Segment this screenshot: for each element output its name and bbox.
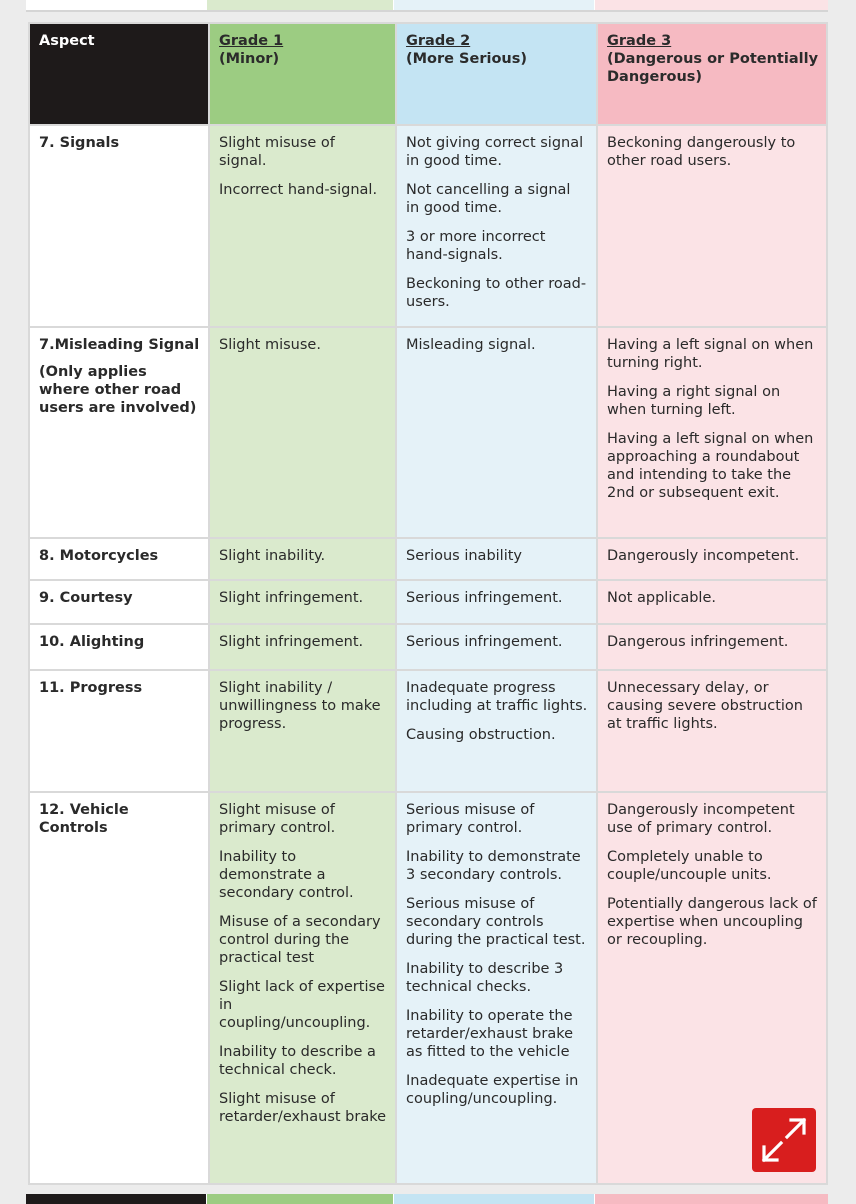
table-row — [29, 792, 827, 1184]
grade-3-cell — [597, 670, 827, 792]
table-row — [29, 538, 827, 580]
cell-text: Inadequate progress including at traffic lights. — [406, 680, 588, 714]
expand-arrows-icon — [757, 1113, 811, 1167]
cell-text: Slight misuse of primary control. — [219, 802, 336, 836]
cell-text: Having a left signal on when approaching a roundabout and intending to take the 2nd or subsequent exit. — [607, 431, 814, 501]
grade-3-title: Grade 3 — [607, 33, 672, 49]
previous-table-bottom-edge — [26, 0, 828, 12]
grade-1-cell — [209, 792, 396, 1184]
cell-text: Slight misuse. — [219, 337, 321, 353]
grade-2-title: Grade 2 — [406, 33, 471, 49]
cell-text: Inadequate expertise in coupling/uncoupling. — [406, 1073, 579, 1107]
cell-text: Slight misuse of signal. — [219, 135, 335, 169]
cell-text: Dangerously incompetent use of primary control. — [607, 802, 795, 836]
table-row — [29, 624, 827, 670]
grade-2-subtitle: (More Serious) — [406, 51, 527, 67]
cell-text: Dangerous infringement. — [607, 634, 789, 650]
aspect-label: 9. Courtesy — [39, 590, 133, 606]
aspect-cell — [29, 624, 209, 670]
grading-table — [28, 22, 828, 1185]
cell-text: 3 or more incorrect hand-signals. — [406, 229, 546, 263]
cell-text: Inability to demonstrate a secondary control. — [219, 849, 354, 901]
grade-2-cell — [396, 670, 597, 792]
cell-text: Beckoning dangerously to other road users. — [607, 135, 796, 169]
grade-2-cell — [396, 327, 597, 538]
expand-image-button[interactable] — [752, 1108, 816, 1172]
cell-text: Not giving correct signal in good time. — [406, 135, 584, 169]
cell-text: Serious infringement. — [406, 634, 563, 650]
cell-text: Serious infringement. — [406, 590, 563, 606]
grade-2-cell — [396, 624, 597, 670]
grade-1-cell — [209, 670, 396, 792]
grading-table-body — [29, 125, 827, 1184]
cell-text: Not cancelling a signal in good time. — [406, 182, 571, 216]
grade-3-header — [597, 23, 827, 125]
aspect-header: Aspect — [29, 23, 209, 125]
aspect-cell — [29, 670, 209, 792]
cell-text: Potentially dangerous lack of expertise when uncoupling or recoupling. — [607, 896, 817, 948]
grade-2-cell — [396, 538, 597, 580]
cell-text: Serious misuse of secondary controls during the practical test. — [406, 896, 586, 948]
cell-text: Incorrect hand-signal. — [219, 182, 378, 198]
aspect-label: 8. Motorcycles — [39, 548, 159, 564]
header-row — [29, 23, 827, 125]
grade-3-cell — [597, 125, 827, 327]
aspect-cell — [29, 538, 209, 580]
grade-1-title: Grade 1 — [219, 33, 284, 49]
aspect-cell — [29, 327, 209, 538]
aspect-label: 7. Signals — [39, 135, 120, 151]
grade-2-cell — [396, 580, 597, 624]
table-row — [29, 580, 827, 624]
table-row — [29, 670, 827, 792]
aspect-label: 10. Alighting — [39, 634, 145, 650]
aspect-label: 7.Misleading Signal — [39, 337, 200, 353]
cell-text: Beckoning to other road-users. — [406, 276, 587, 310]
cell-text: Inability to operate the retarder/exhaust brake as fitted to the vehicle — [406, 1008, 574, 1060]
table-row — [29, 125, 827, 327]
cell-text: Slight infringement. — [219, 634, 364, 650]
aspect-label: 12. Vehicle Controls — [39, 802, 129, 836]
aspect-cell — [29, 580, 209, 624]
cell-text: Dangerously incompetent. — [607, 548, 800, 564]
grade-1-cell — [209, 580, 396, 624]
cell-text: Inability to describe 3 technical checks. — [406, 961, 564, 995]
aspect-cell — [29, 792, 209, 1184]
cell-text: Slight lack of expertise in coupling/uncoupling. — [219, 979, 385, 1031]
aspect-label: 11. Progress — [39, 680, 143, 696]
cell-text: Causing obstruction. — [406, 727, 556, 743]
grade-3-cell — [597, 624, 827, 670]
cell-text: Having a left signal on when turning right. — [607, 337, 814, 371]
cell-text: Inability to describe a technical check. — [219, 1044, 376, 1078]
next-table-top-edge — [26, 1194, 828, 1204]
aspect-cell — [29, 125, 209, 327]
cell-text: Slight misuse of retarder/exhaust brake — [219, 1091, 387, 1125]
cell-text: Slight infringement. — [219, 590, 364, 606]
grade-1-subtitle: (Minor) — [219, 51, 280, 67]
cell-text: Slight inability. — [219, 548, 326, 564]
grade-1-header — [209, 23, 396, 125]
cell-text: Completely unable to couple/uncouple units. — [607, 849, 772, 883]
cell-text: Having a right signal on when turning left. — [607, 384, 781, 418]
grade-1-cell — [209, 125, 396, 327]
grade-3-subtitle: (Dangerous or Potentially Dangerous) — [607, 51, 819, 85]
grade-2-cell — [396, 125, 597, 327]
grade-1-cell — [209, 538, 396, 580]
grade-2-header — [396, 23, 597, 125]
grade-1-cell — [209, 327, 396, 538]
table-row — [29, 327, 827, 538]
grade-3-cell — [597, 538, 827, 580]
cell-text: Serious misuse of primary control. — [406, 802, 535, 836]
grade-2-cell — [396, 792, 597, 1184]
cell-text: Serious inability — [406, 548, 522, 564]
cell-text: Inability to demonstrate 3 secondary controls. — [406, 849, 581, 883]
grade-1-cell — [209, 624, 396, 670]
aspect-note: (Only applies where other road users are involved) — [39, 364, 197, 416]
grade-3-cell — [597, 327, 827, 538]
cell-text: Misuse of a secondary control during the practical test — [219, 914, 381, 966]
cell-text: Unnecessary delay, or causing severe obstruction at traffic lights. — [607, 680, 803, 732]
cell-text: Not applicable. — [607, 590, 716, 606]
grade-3-cell — [597, 580, 827, 624]
cell-text: Slight inability / unwillingness to make progress. — [219, 680, 381, 732]
cell-text: Misleading signal. — [406, 337, 536, 353]
